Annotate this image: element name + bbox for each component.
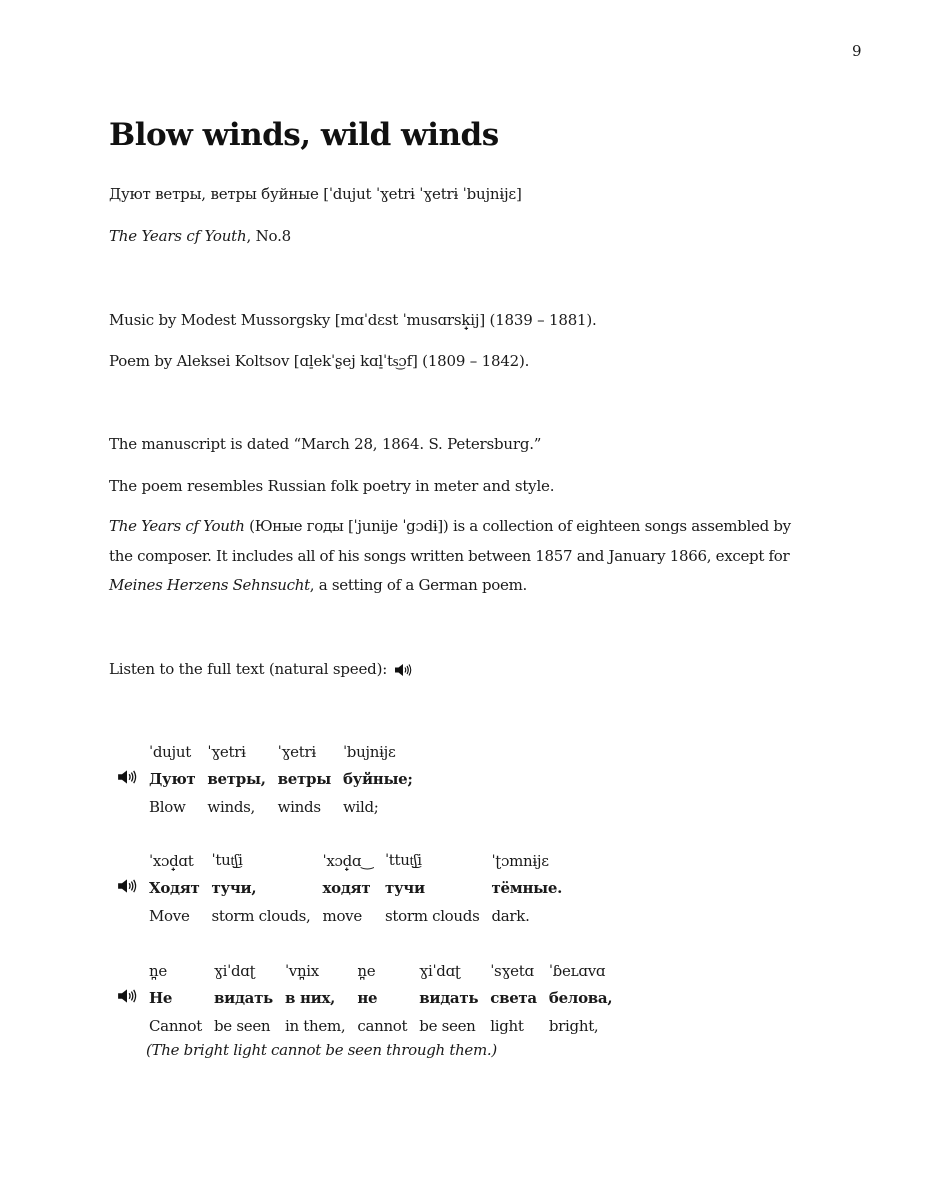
- ipa-word: ˈtut͜ʃi: [211, 851, 243, 870]
- listen-label: Listen to the full text (natural speed):: [109, 660, 388, 678]
- english-word: cannot: [357, 1016, 408, 1035]
- english-word: winds: [277, 797, 321, 816]
- page-number: 9: [852, 42, 862, 60]
- russian-row: [149, 875, 574, 903]
- cycle-number: , No.8: [246, 227, 292, 245]
- ipa-word: ɣiˈdɑʈ: [419, 961, 461, 980]
- russian-word: видать: [214, 989, 273, 1008]
- play-stanza-3-speaker-icon[interactable]: [117, 988, 137, 1004]
- excluded-song-title: Meines Herzens Sehnsucht: [109, 576, 310, 594]
- english-word: storm clouds: [384, 906, 480, 925]
- english-word: bright,: [548, 1016, 599, 1035]
- russian-row: [149, 985, 624, 1013]
- russian-word: ветры: [277, 770, 331, 789]
- ipa-word: ˈvn̪ix: [284, 961, 319, 980]
- ipa-word: ˈsɣetɑ: [490, 961, 534, 980]
- english-row: [149, 1012, 624, 1040]
- ipa-word: ˈttut͜ʃi: [384, 851, 422, 870]
- english-row: [149, 793, 425, 821]
- ipa-word: ɣiˈdɑʈ: [214, 961, 256, 980]
- ipa-row: [149, 738, 425, 766]
- russian-word: тёмные.: [491, 879, 563, 898]
- ipa-word: ˈbujnɨjɛ: [342, 742, 396, 761]
- russian-word: Ходят: [149, 879, 200, 898]
- speaker-icon[interactable]: [394, 663, 412, 677]
- russian-word: Дуют: [149, 770, 196, 789]
- ipa-word: ˈɓeʟɑvɑ: [548, 961, 606, 980]
- ipa-word: n̪e: [357, 961, 376, 980]
- ipa-row: [149, 847, 574, 875]
- ipa-word: n̪e: [149, 961, 167, 980]
- collection-text-1: (Юные годы [ˈjunije ˈgɔdɨ]) is a collection of eighteen songs assembled by the composer. It includes all of his songs written between 1857 and January 1866, except for: [109, 517, 791, 565]
- russian-word: тучи: [384, 879, 425, 898]
- russian-word: ходят: [322, 879, 371, 898]
- play-stanza-2-speaker-icon[interactable]: [117, 878, 137, 894]
- english-word: be seen: [419, 1016, 476, 1035]
- english-word: Cannot: [149, 1016, 202, 1035]
- ipa-word: ˈʈɔmnɨjɛ: [491, 851, 549, 870]
- english-row: [149, 902, 574, 930]
- english-word: Blow: [149, 797, 186, 816]
- russian-word: белова,: [548, 989, 613, 1008]
- ipa-word: ˈxɔd̟ɑt: [149, 851, 194, 870]
- interlinear-table: [149, 957, 624, 1040]
- page-title: Blow winds, wild winds: [109, 117, 499, 153]
- english-word: storm clouds,: [211, 906, 311, 925]
- russian-word: не: [357, 989, 378, 1008]
- collection-note: [109, 512, 809, 601]
- russian-title-with-ipa: Дуют ветры, ветры буйные [ˈdujut ˈɣetrɨ ˈɣetrɨ ˈbujnɨjɛ]: [109, 185, 522, 203]
- english-word: light: [490, 1016, 524, 1035]
- english-word: winds,: [207, 797, 255, 816]
- russian-row: [149, 766, 425, 794]
- stanza-3-translation-note: (The bright light cannot be seen through them.): [146, 1041, 497, 1059]
- english-word: dark.: [491, 906, 530, 925]
- ipa-word: ˈdujut: [149, 742, 191, 761]
- english-word: be seen: [214, 1016, 271, 1035]
- interlinear-table: [149, 847, 574, 930]
- manuscript-note: The manuscript is dated “March 28, 1864. S. Petersburg.”: [109, 435, 542, 453]
- russian-word: тучи,: [211, 879, 257, 898]
- russian-word: буйные;: [342, 770, 413, 789]
- english-word: in them,: [284, 1016, 346, 1035]
- russian-word: в них,: [284, 989, 336, 1008]
- russian-word: света: [490, 989, 537, 1008]
- russian-word: Не: [149, 989, 173, 1008]
- english-word: move: [322, 906, 362, 925]
- listen-full-text: [109, 659, 412, 679]
- english-word: wild;: [342, 797, 379, 816]
- ipa-word: ˈɣetrɨ: [277, 742, 316, 761]
- cycle-name: The Years cf Youth: [109, 227, 247, 245]
- ipa-word: ˈɣetrɨ: [207, 742, 246, 761]
- play-stanza-1-speaker-icon[interactable]: [117, 769, 137, 785]
- collection-text-2: , a setting of a German poem.: [309, 576, 527, 594]
- cycle-reference: [109, 226, 291, 246]
- english-word: Move: [149, 906, 190, 925]
- collection-title: The Years cf Youth: [109, 517, 245, 535]
- ipa-word: ˈxɔd̟ɑ‿: [322, 851, 373, 870]
- interlinear-table: [149, 738, 425, 821]
- russian-word: ветры,: [207, 770, 266, 789]
- ipa-row: [149, 957, 624, 985]
- russian-word: видать: [419, 989, 479, 1008]
- style-note: The poem resembles Russian folk poetry in meter and style.: [109, 477, 555, 495]
- poem-credit: Poem by Aleksei Koltsov [ɑl̠ekˈʂej kɑl̠ˈts͜ɔf] (1809 – 1842).: [109, 352, 530, 370]
- music-credit: Music by Modest Mussorgsky [mɑˈdɛst ˈmusɑrsk̟ij] (1839 – 1881).: [109, 311, 597, 329]
